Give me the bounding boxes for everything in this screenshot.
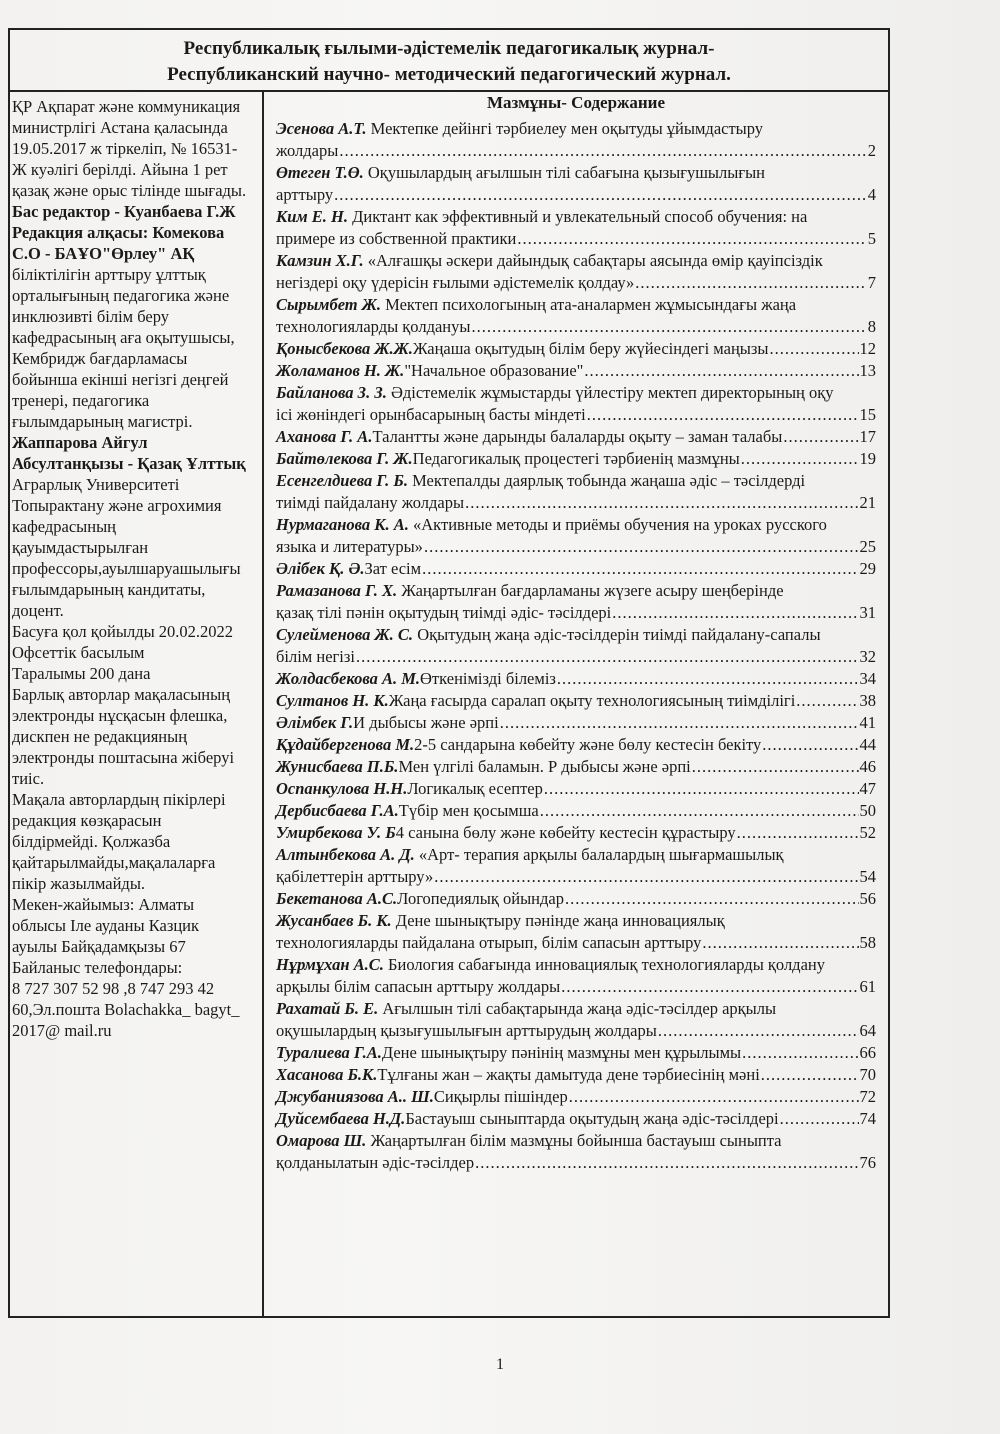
- toc-page-number: 17: [859, 427, 876, 446]
- toc-page-number: 47: [859, 779, 876, 798]
- toc-entry: [276, 580, 876, 624]
- toc-page-number: 56: [859, 889, 876, 908]
- toc-entry: [276, 1086, 876, 1108]
- toc-author: Камзин Х.Г.: [276, 251, 364, 270]
- toc-title-last-line: Тұлғаны жан – жақты дамытуда дене тәрбиесінің мәні: [377, 1065, 760, 1084]
- toc-title-last-line: негіздері оқу үдерісін ғылыми әдістемелік қолдау»: [276, 273, 635, 292]
- toc-entry: [276, 778, 876, 800]
- toc-page-number: 44: [859, 735, 876, 754]
- toc-page-number: 19: [859, 449, 876, 468]
- toc-author: Эсенова А.Т.: [276, 119, 367, 138]
- toc-dot-leader: [702, 932, 858, 954]
- toc-dot-leader: [471, 316, 866, 338]
- toc-title-last-line: Зат есім: [364, 559, 422, 578]
- toc-title-last-line: "Начальное образование": [404, 361, 584, 380]
- toc-dot-leader: [569, 1086, 859, 1108]
- toc-dot-leader: [334, 184, 867, 206]
- toc-entry: [276, 888, 876, 910]
- toc-dot-leader: [741, 448, 859, 470]
- toc-dot-leader: [422, 558, 858, 580]
- toc-page-number: 13: [859, 361, 876, 380]
- toc-title-last-line: И дыбысы және әрпі: [353, 713, 499, 732]
- toc-author: Султанов Н. К.: [276, 691, 389, 710]
- toc-title-last-line: Бастауыш сыныптарда оқытудың жаңа әдіс-тәсілдері: [405, 1109, 779, 1128]
- board-member-name: Жаппарова Айгул Абсултанқызы - Қазақ Ұлттық: [12, 433, 246, 473]
- toc-title-line: Биология сабағында инновациялық технологияларды қолдану: [388, 955, 825, 974]
- toc-author: Дуйсембаева Н.Д.: [276, 1109, 406, 1128]
- toc-entry: [276, 382, 876, 426]
- toc-title-line: Оқытудың жаңа әдіс-тәсілдерін тиімді пайдалану-сапалы: [417, 625, 821, 644]
- toc-entry: [276, 734, 876, 756]
- header-title-russian: Республиканский научно- методический педагогический журнал.: [167, 64, 731, 85]
- journal-header: [10, 30, 888, 92]
- toc-author: Аханова Г. А.: [276, 427, 373, 446]
- toc-author: Жолдасбекова А. М.: [276, 669, 421, 688]
- editor-in-chief: Бас редактор - Куанбаева Г.Ж: [12, 202, 236, 221]
- toc-dot-leader: [544, 778, 859, 800]
- toc-dot-leader: [635, 272, 867, 294]
- toc-entry: [276, 1108, 876, 1130]
- toc-entry: [276, 822, 876, 844]
- toc-author: Жусанбаев Б. К.: [276, 911, 392, 930]
- print-signed-date: Басуға қол қойылды 20.02.2022: [12, 622, 234, 641]
- toc-dot-leader: [465, 492, 858, 514]
- toc-dot-leader: [434, 866, 858, 888]
- toc-author: Жоламанов Н. Ж.: [276, 361, 405, 380]
- toc-entry: [276, 910, 876, 954]
- toc-author: Есенгелдиева Г. Б.: [276, 471, 408, 490]
- toc-title-line: Мектепке дейінгі тәрбиелеу мен оқытуды ұйымдастыру: [370, 119, 764, 138]
- toc-entry: [276, 338, 876, 360]
- toc-list: [276, 118, 876, 1174]
- toc-title-last-line: примере из собственной практики: [276, 229, 517, 248]
- toc-dot-leader: [356, 646, 859, 668]
- toc-page-number: 8: [867, 317, 876, 336]
- toc-entry: [276, 668, 876, 690]
- toc-title-last-line: Түбір мен қосымша: [398, 801, 539, 820]
- toc-page-number: 70: [859, 1065, 876, 1084]
- header-title-kazakh: Республикалық ғылыми-әдістемелік педагогикалық журнал-: [183, 38, 715, 59]
- toc-dot-leader: [584, 360, 858, 382]
- toc-author: Оспанкулова Н.Н.: [276, 779, 408, 798]
- toc-dot-leader: [500, 712, 859, 734]
- toc-dot-leader: [762, 734, 858, 756]
- toc-title-line: Оқушылардың ағылшын тілі сабағына қызығушылығын: [367, 163, 766, 182]
- table-of-contents: [276, 92, 876, 1174]
- toc-page-number: 31: [859, 603, 876, 622]
- postal-address: Мекен-жайымыз: Алматы облысы Іле ауданы Казцик ауылы Байқадамқызы 67: [12, 895, 200, 956]
- toc-title-line: Мектеп психологының ата-аналармен жұмысындағы жаңа: [385, 295, 797, 314]
- editorial-board-name: Редакция алқасы: Комекова С.О - БАҰО"Өрлеу" АҚ: [12, 223, 225, 263]
- contact-phones-email: 8 727 307 52 98 ,8 747 293 42 60,Эл.пошта Bolachakka_ bagyt_ 2017@ mail.ru: [12, 979, 240, 1040]
- toc-title-last-line: Педагогикалық процестегі тәрбиенің мазмұны: [412, 449, 740, 468]
- toc-page-number: 29: [859, 559, 876, 578]
- toc-entry: [276, 998, 876, 1042]
- toc-dot-leader: [475, 1152, 858, 1174]
- toc-author: Джубаниязова А.. Ш.: [276, 1087, 434, 1106]
- authors-submission-note: Барлық авторлар мақаласының электронды нұсқасын флешка, дискпен не редакцияның электронды поштасына жіберуі тиіс.: [12, 685, 235, 788]
- toc-dot-leader: [737, 822, 859, 844]
- toc-page-number: 32: [859, 647, 876, 666]
- toc-title-line: Жаңартылған білім мазмұны бойынша бастауыш сыныпта: [370, 1131, 782, 1150]
- toc-title-last-line: қолданылатын әдіс-тәсілдер: [276, 1153, 475, 1172]
- toc-entry: [276, 426, 876, 448]
- toc-author: Хасанова Б.К.: [276, 1065, 378, 1084]
- toc-title-last-line: Жаңаша оқытудың білім беру жүйесіндегі маңызы: [412, 339, 769, 358]
- toc-title-last-line: қабілеттерін арттыру»: [276, 867, 434, 886]
- toc-dot-leader: [761, 1064, 859, 1086]
- toc-page-number: 46: [859, 757, 876, 776]
- toc-entry: [276, 470, 876, 514]
- toc-dot-leader: [780, 1108, 859, 1130]
- toc-title-last-line: жолдары: [276, 141, 339, 160]
- toc-author: Рахатай Б. Е.: [276, 999, 379, 1018]
- toc-title-last-line: қазақ тілі пәнін оқытудың тиімді әдіс- тәсілдері: [276, 603, 612, 622]
- toc-entry: [276, 690, 876, 712]
- toc-entry: [276, 360, 876, 382]
- toc-entry: [276, 954, 876, 998]
- phones-label: Байланыс телефондары:: [12, 958, 183, 977]
- toc-entry: [276, 756, 876, 778]
- toc-title-line: Ағылшын тілі сабақтарында жаңа әдіс-тәсілдер арқылы: [382, 999, 777, 1018]
- toc-page-number: 7: [867, 273, 876, 292]
- toc-page-number: 5: [867, 229, 876, 248]
- toc-title-last-line: арттыру: [276, 185, 334, 204]
- toc-entry: [276, 712, 876, 734]
- board-member-description: Аграрлық Университеті Топырактану және агрохимия кафедрасының қауымдастырылған профессоры,ауылшаруашылығы ғылымдарының кандитаты, доцент.: [12, 475, 241, 620]
- toc-author: Қонысбекова Ж.Ж.: [276, 339, 413, 358]
- toc-author: Рамазанова Г. Х.: [276, 581, 398, 600]
- toc-title-line: Мектепалды даярлық тобында жаңаша әдіс – тәсілдерді: [412, 471, 806, 490]
- opinion-disclaimer: Мақала авторлардың пікірлері редакция көзқарасын білдірмейді. Қолжазба қайтарылмайды,мақалаларға пікір жазылмайды.: [12, 790, 226, 893]
- toc-author: Әлімбек Г.: [276, 713, 354, 732]
- toc-title-last-line: Сиқырлы пішіндер: [433, 1087, 568, 1106]
- toc-entry: [276, 250, 876, 294]
- toc-page-number: 72: [859, 1087, 876, 1106]
- toc-page-number: 61: [859, 977, 876, 996]
- toc-author: Умирбекова У. Б: [276, 823, 396, 842]
- toc-dot-leader: [339, 140, 866, 162]
- toc-dot-leader: [561, 976, 858, 998]
- toc-dot-leader: [565, 888, 859, 910]
- toc-entry: [276, 206, 876, 250]
- toc-title-last-line: Логопедиялық ойындар: [397, 889, 564, 908]
- imprint-sidebar: [12, 96, 248, 1041]
- toc-entry: [276, 294, 876, 338]
- editorial-board-description: біліктілігін арттыру ұлттық орталығының педагогика және инклюзивті білім беру кафедрасының аға оқытушысы, Кембридж бағдарламасы бойынша екінші негізгі деңгей тренері, педагогика ғылымдарының магистрі.: [12, 265, 235, 431]
- toc-page-number: 50: [859, 801, 876, 820]
- page-number: 1: [496, 1356, 504, 1373]
- toc-title-last-line: Өткенімізді білеміз: [420, 669, 556, 688]
- toc-entry: [276, 162, 876, 206]
- toc-dot-leader: [796, 690, 858, 712]
- toc-author: Нурмаганова К. А.: [276, 515, 409, 534]
- toc-title-last-line: арқылы білім сапасын арттыру жолдары: [276, 977, 561, 996]
- toc-author: Байтөлекова Г. Ж.: [276, 449, 413, 468]
- toc-author: Байланова З. З.: [276, 383, 387, 402]
- toc-author: Әлібек Қ. Ә.: [276, 559, 365, 578]
- toc-page-number: 34: [859, 669, 876, 688]
- toc-title-last-line: 4 санына бөлу және көбейту кестесін құрастыру: [395, 823, 736, 842]
- toc-author: Алтынбекова А. Д.: [276, 845, 415, 864]
- toc-dot-leader: [587, 404, 859, 426]
- toc-author: Дербисбаева Г.А.: [276, 801, 399, 820]
- toc-title-last-line: Мен үлгілі баламын. Р дыбысы және әрпі: [398, 757, 691, 776]
- toc-author: Сырымбет Ж.: [276, 295, 382, 314]
- toc-title-last-line: оқушылардың қызығушылығын арттырудың жолдары: [276, 1021, 657, 1040]
- toc-page-number: 52: [859, 823, 876, 842]
- toc-page-number: 74: [859, 1109, 876, 1128]
- toc-entry: [276, 1042, 876, 1064]
- toc-dot-leader: [517, 228, 866, 250]
- toc-page-number: 21: [859, 493, 876, 512]
- toc-author: Омарова Ш.: [276, 1131, 367, 1150]
- toc-author: Жунисбаева П.Б.: [276, 757, 399, 776]
- toc-page-number: 54: [859, 867, 876, 886]
- column-divider: [262, 92, 264, 1316]
- toc-entry: [276, 844, 876, 888]
- toc-entry: [276, 1064, 876, 1086]
- toc-entry: [276, 514, 876, 558]
- toc-title-last-line: тиімді пайдалану жолдары: [276, 493, 465, 512]
- toc-title-last-line: Дене шынықтыру пәнінің мазмұны мен құрылымы: [381, 1043, 742, 1062]
- toc-title-line: «Алғашқы әскери дайындық сабақтары аясында өмір қауіпсіздік: [367, 251, 823, 270]
- toc-author: Сулейменова Ж. С.: [276, 625, 414, 644]
- toc-dot-leader: [424, 536, 859, 558]
- toc-page-number: 76: [859, 1153, 876, 1172]
- toc-title-last-line: Талантты және дарынды балаларды оқыту – заман талабы: [372, 427, 783, 446]
- toc-entry: [276, 624, 876, 668]
- toc-title-last-line: технологияларды пайдалана отырып, білім сапасын арттыру: [276, 933, 702, 952]
- toc-page-number: 64: [859, 1021, 876, 1040]
- toc-page-number: 15: [859, 405, 876, 424]
- toc-page-number: 12: [859, 339, 876, 358]
- toc-dot-leader: [769, 338, 858, 360]
- toc-title-line: «Арт- терапия арқылы балалардың шығармашылық: [418, 845, 784, 864]
- toc-title-last-line: Жаңа ғасырда саралап оқыту технологиясының тиімділігі: [388, 691, 796, 710]
- toc-dot-leader: [783, 426, 858, 448]
- toc-page-number: 25: [859, 537, 876, 556]
- toc-author: Нұрмұхан А.С.: [276, 955, 384, 974]
- toc-page-number: 66: [859, 1043, 876, 1062]
- toc-author: Ким Е. Н.: [276, 207, 349, 226]
- toc-author: Өтеген Т.Ө.: [276, 163, 364, 182]
- toc-dot-leader: [612, 602, 858, 624]
- toc-entry: [276, 800, 876, 822]
- toc-entry: [276, 1130, 876, 1174]
- toc-title-line: Жаңартылған бағдарламаны жүзеге асыру шеңберінде: [401, 581, 784, 600]
- toc-title-last-line: білім негізі: [276, 647, 355, 666]
- toc-title-line: «Активные методы и приёмы обучения на уроках русского: [413, 515, 827, 534]
- print-type: Офсеттік басылым: [12, 643, 145, 662]
- toc-dot-leader: [540, 800, 859, 822]
- toc-title-last-line: ісі жөніндегі орынбасарының басты міндеті: [276, 405, 586, 424]
- toc-title-last-line: языка и литературы»: [276, 537, 423, 556]
- toc-entry: [276, 558, 876, 580]
- toc-entry: [276, 118, 876, 162]
- toc-page-number: 38: [859, 691, 876, 710]
- toc-author: Бекетанова А.С.: [276, 889, 398, 908]
- print-run: Таралымы 200 дана: [12, 664, 151, 683]
- toc-dot-leader: [742, 1042, 858, 1064]
- toc-author: Туралиева Г.А.: [276, 1043, 382, 1062]
- toc-title-last-line: Логикалық есептер: [407, 779, 543, 798]
- toc-title-line: Диктант как эффективный и увлекательный способ обучения: на: [352, 207, 808, 226]
- contents-title: Мазмұны- Содержание: [486, 93, 666, 112]
- toc-entry: [276, 448, 876, 470]
- toc-title-last-line: технологияларды қолдануы: [276, 317, 471, 336]
- toc-page-number: 4: [867, 185, 876, 204]
- toc-page-number: 2: [867, 141, 876, 160]
- toc-dot-leader: [658, 1020, 859, 1042]
- toc-page-number: 41: [859, 713, 876, 732]
- toc-dot-leader: [692, 756, 859, 778]
- toc-title-line: Дене шынықтыру пәнінде жаңа инновациялық: [395, 911, 725, 930]
- toc-author: Құдайбергенова М.: [276, 735, 415, 754]
- toc-page-number: 58: [859, 933, 876, 952]
- toc-title-last-line: 2-5 сандарына көбейту және бөлу кестесін бекіту: [414, 735, 762, 754]
- toc-dot-leader: [557, 668, 859, 690]
- registration-info: ҚР Ақпарат және коммуникация министрлігі Астана қаласында 19.05.2017 ж тіркеліп, № 16531-Ж куәлігі берілді. Айына 1 рет қазақ және орыс тілінде шығады.: [12, 97, 247, 200]
- toc-title-line: Әдістемелік жұмыстарды үйлестіру мектеп директорының оқу: [390, 383, 834, 402]
